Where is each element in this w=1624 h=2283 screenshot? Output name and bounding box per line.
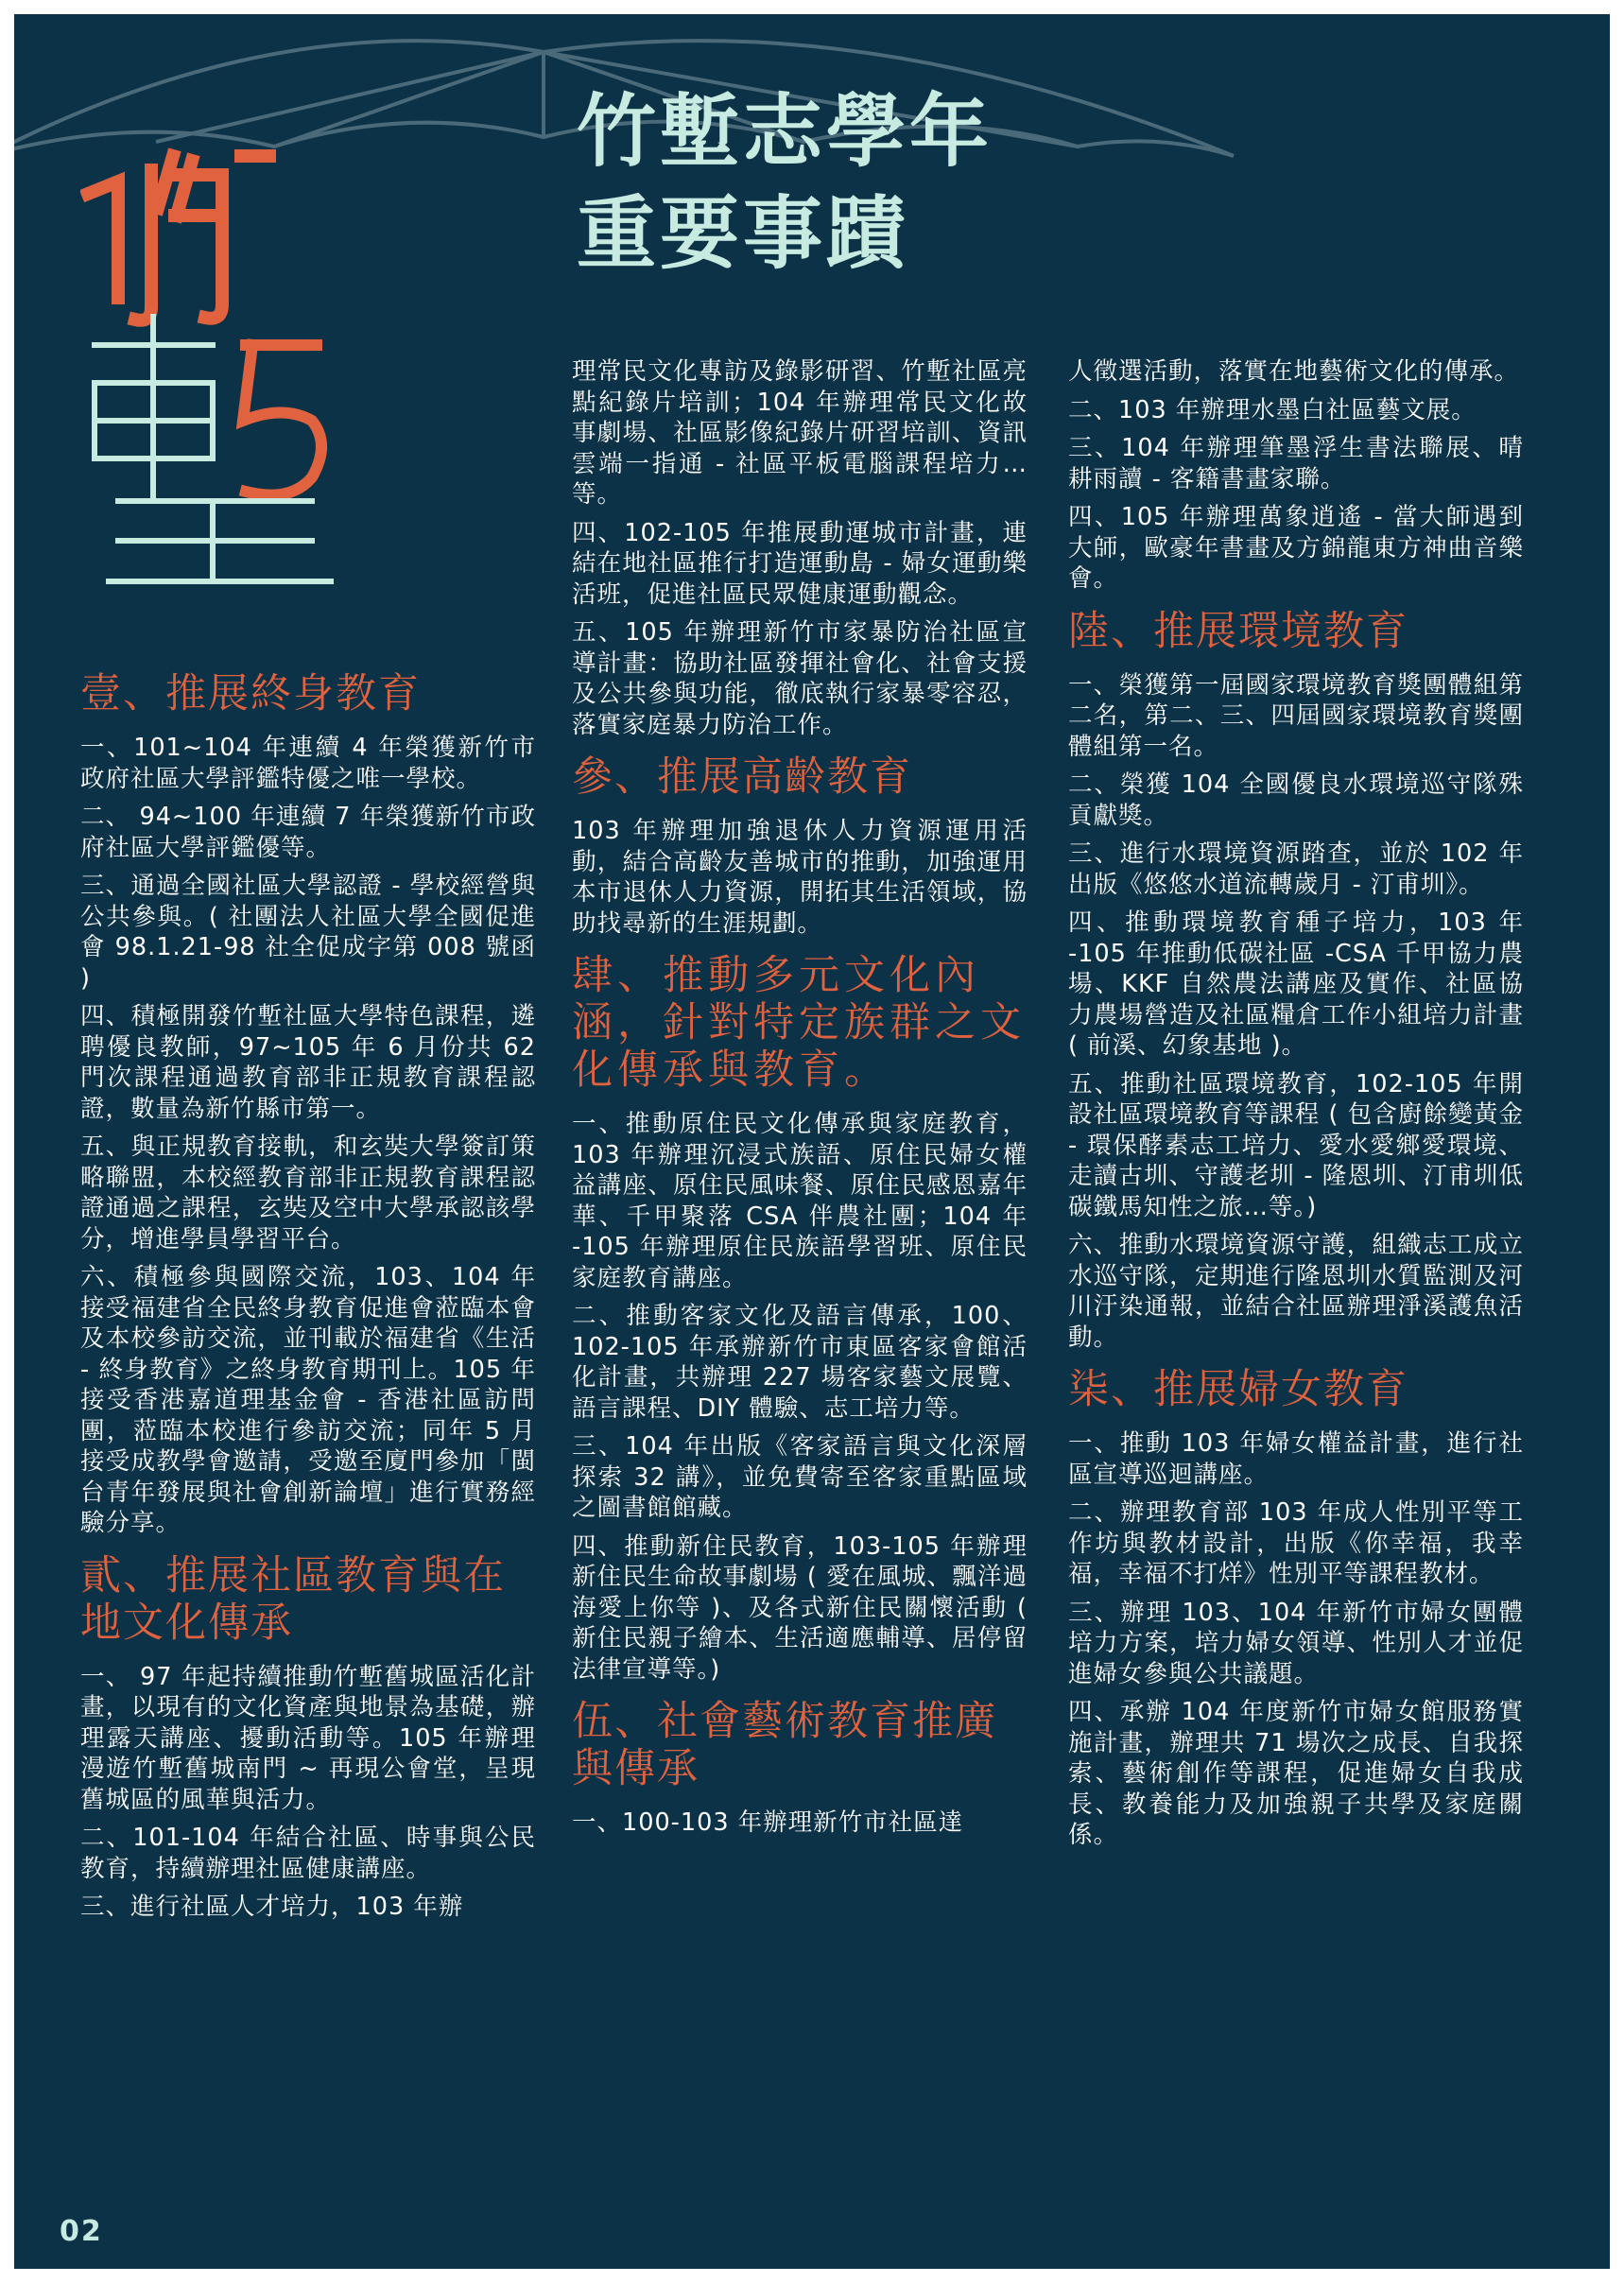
- section-heading: 柒、推展婦女教育: [1068, 1366, 1408, 1413]
- section-heading: 貳、推展社區教育與在地文化傳承: [80, 1551, 506, 1647]
- paragraph: 三、辦理 103、104 年新竹市婦女團體培力方案，培力婦女領導、性別人才並促進婦女參與公共議題。: [1068, 1598, 1524, 1688]
- paragraph: 四、102-105 年推展動運城市計畫，連結在地社區推行打造運動島 - 婦女運動樂活班，促進社區民眾健康運動觀念。: [572, 518, 1028, 609]
- paragraph: 三、進行水環境資源踏查，並於 102 年出版《悠悠水道流轉歲月 - 汀甫圳》。: [1068, 839, 1524, 899]
- paragraph: 103 年辦理加強退休人力資源運用活動，結合高齡友善城市的推動，加強運用本市退休人力資源，開拓其生活領域，協助找尋新的生涯規劃。: [572, 817, 1028, 938]
- paragraph: 五、與正規教育接軌，和玄奘大學簽訂策略聯盟，本校經教育部非正規教育課程認證通過之課程，玄奘及空中大學承認該學分，增進學員學習平台。: [80, 1133, 536, 1254]
- column-3: [1068, 356, 1524, 1859]
- section-heading: 壹、推展終身教育: [80, 670, 421, 718]
- section-heading: 陸、推展環境教育: [1068, 607, 1408, 655]
- paragraph: 二、103 年辦理水墨白社區藝文展。: [1068, 395, 1477, 424]
- paragraph: 四、推動新住民教育，103-105 年辦理新住民生命故事劇場 ( 愛在風城、飄洋過海愛上你等 )、及各式新住民關懷活動 ( 新住民親子繪本、生活適應輔導、居停留法律宣導等。): [572, 1531, 1028, 1684]
- paragraph: 二、101-104 年結合社區、時事與公民教育，持續辦理社區健康講座。: [80, 1824, 536, 1883]
- title-line-1: 竹塹志學年: [577, 85, 993, 178]
- paragraph: 六、積極參與國際交流，103、104 年接受福建省全民終身教育促進會蒞臨本會及本校參訪交流，並刊載於福建省《生活 - 終身教育》之終身教育期刊上。105 年接受香港嘉道理基金會 - 香港社區訪問團，蒞臨本校進行參訪交流；同年 5 月接受成教學會邀請，受邀至廈門參加「閩台青年發展與社會創新論壇」進行實務經驗分享。: [80, 1263, 536, 1537]
- paragraph: 三、104 年辦理筆墨浮生書法聯展、晴耕雨讀 - 客籍書畫家聯。: [1068, 434, 1524, 493]
- title-line-2: 重要事蹟: [577, 187, 910, 280]
- paragraph: 五、推動社區環境教育，102-105 年開設社區環境教育等課程 ( 包含廚餘變黃金 - 環保酵素志工培力、愛水愛鄉愛環境、走讀古圳、守護老圳 - 隆恩圳、汀甫圳低碳鐵馬知性之旅…等。): [1068, 1069, 1524, 1221]
- page-title: [577, 80, 993, 285]
- paragraph: 四、105 年辦理萬象逍遙 - 當大師遇到大師，歐豪年書畫及方錦龍東方神曲音樂會。: [1068, 503, 1524, 593]
- paragraph: 理常民文化專訪及錄影研習、竹塹社區亮點紀錄片培訓；104 年辦理常民文化故事劇場、社區影像紀錄片研習培訓、資訊雲端一指通 - 社區平板電腦課程培力…等。: [572, 357, 1028, 509]
- page-number: 02: [60, 2215, 103, 2248]
- section-heading: 參、推展高齡教育: [572, 753, 912, 801]
- paragraph: 三、104 年出版《客家語言與文化深層探索 32 講》，並免費寄至客家重點區域之圖書館館藏。: [572, 1432, 1028, 1522]
- paragraph: 三、通過全國社區大學認證 - 學校經營與公共參與。( 社團法人社區大學全國促進會 98.1.21-98 社全促成字第 008 號函 ): [80, 872, 536, 993]
- page: [14, 14, 1610, 2269]
- paragraph: 一、100-103 年辦理新竹市社區達: [572, 1808, 964, 1837]
- paragraph: 六、推動水環境資源守護，組織志工成立水巡守隊，定期進行隆恩圳水質監測及河川汙染通報，並結合社區辦理淨溪護魚活動。: [1068, 1231, 1524, 1352]
- paragraph: 二、 94~100 年連續 7 年榮獲新竹市政府社區大學評鑑優等。: [80, 803, 536, 862]
- bamboo-logo: [80, 104, 383, 633]
- section-heading: 伍、社會藝術教育推廣與傳承: [572, 1698, 997, 1792]
- paragraph: 二、推動客家文化及語言傳承，100、102-105 年承辦新竹市東區客家會館活化計畫，共辦理 227 場客家藝文展覽、語言課程、DIY 體驗、志工培力等。: [572, 1302, 1028, 1423]
- column-1: [80, 657, 536, 1930]
- paragraph: 三、進行社區人才培力，103 年辦: [80, 1893, 464, 1921]
- paragraph: 四、推動環境教育種子培力，103 年 -105 年推動低碳社區 -CSA 千甲協力農場、KKF 自然農法講座及實作、社區協力農場營造及社區糧倉工作小組培力計畫 ( 前溪、幻象基地 )。: [1068, 908, 1524, 1060]
- paragraph: 四、承辦 104 年度新竹市婦女館服務實施計畫，辦理共 71 場次之成長、自我探索、藝術創作等課程，促進婦女自我成長、教養能力及加強親子共學及家庭關係。: [1068, 1698, 1524, 1849]
- paragraph: 二、辦理教育部 103 年成人性別平等工作坊與教材設計，出版《你幸福，我幸福，幸福不打烊》性別平等課程教材。: [1068, 1498, 1524, 1588]
- paragraph: 一、 97 年起持續推動竹塹舊城區活化計畫，以現有的文化資產與地景為基礎，辦理露天講座、擾動活動等。105 年辦理漫遊竹塹舊城南門 ~ 再現公會堂，呈現舊城區的風華與活力。: [80, 1662, 536, 1814]
- column-2: [572, 356, 1028, 1846]
- paragraph: 一、推動 103 年婦女權益計畫，進行社區宣導巡迴講座。: [1068, 1429, 1524, 1489]
- paragraph: 一、推動原住民文化傳承與家庭教育，103 年辦理沉浸式族語、原住民婦女權益講座、原住民風味餐、原住民感恩嘉年華、千甲聚落 CSA 伴農社團；104 年 -105 年辦理原住民族語學習班、原住民家庭教育講座。: [572, 1110, 1028, 1292]
- section-heading: 肆、推動多元文化內涵，針對特定族群之文化傳承與教育。: [572, 952, 1026, 1094]
- paragraph: 四、積極開發竹塹社區大學特色課程，遴聘優良教師，97~105 年 6 月份共 62 門次課程通過教育部非正規教育課程認證，數量為新竹縣市第一。: [80, 1002, 536, 1123]
- paragraph: 一、101~104 年連續 4 年榮獲新竹市政府社區大學評鑑特優之唯一學校。: [80, 734, 536, 793]
- paragraph: 人徵選活動，落實在地藝術文化的傳承。: [1068, 357, 1520, 386]
- paragraph: 二、榮獲 104 全國優良水環境巡守隊殊貢獻獎。: [1068, 770, 1524, 830]
- paragraph: 一、榮獲第一屆國家環境教育獎團體組第二名，第二、三、四屆國家環境教育獎團體組第一名。: [1068, 670, 1524, 761]
- paragraph: 五、105 年辦理新竹市家暴防治社區宣導計畫：協助社區發揮社會化、社會支援及公共參與功能，徹底執行家暴零容忍，落實家庭暴力防治工作。: [572, 618, 1028, 739]
